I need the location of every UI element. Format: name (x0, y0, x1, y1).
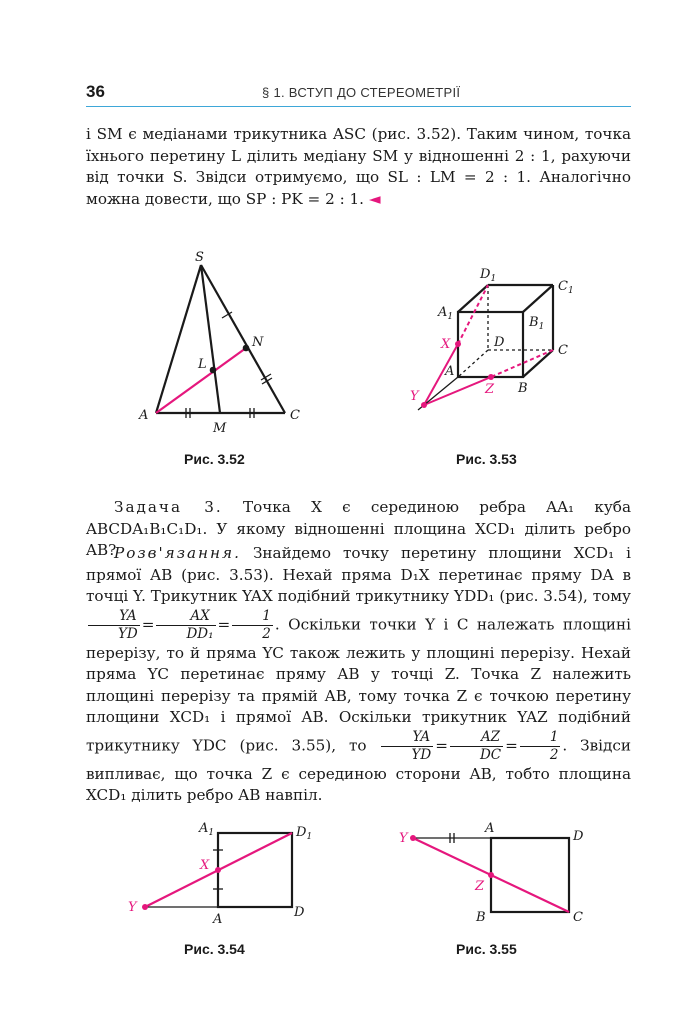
label-a: A (139, 408, 149, 423)
fraction-one-half: $\frac{1}{2}$ (232, 608, 273, 643)
caption-3-53: Рис. 3.53 (456, 451, 517, 467)
caption-3-55: Рис. 3.55 (456, 941, 517, 957)
solution-label: Розв'язання. (114, 544, 241, 562)
label-z-355: Z (475, 879, 485, 894)
label-a1-354: $A_1$ (199, 821, 215, 838)
end-marker: ◄ (368, 189, 381, 208)
label-c: C (558, 343, 568, 358)
solution-paragraph: Розв'язання. Знайдемо точку перетину площини XCD₁ і прямої AB (рис. 3.53). Нехай пряма D₁X перетинає пряму DA в точці Y. Трикутник YAX подібний трикутнику YDD₁ (рис. 3.54), тому $\frac{YA}{YD}$ = $\frac{AX}{\text{DD₁}}$ = $\frac{1}{2}$ . Оскільки точки Y і C належать площині перерізу, то й пряма YC також лежить у площині перерізу. Нехай пряма YC перетинає пряму AB у точці Z. Точка Z належить площині перерізу та прямій AB, тому точка Z є точкою перетину площини XCD₁ і прямої AB. Оскільки трикутник YAZ подібний трикутнику YDC (рис. 3.55), то $\frac{YA}{YD}$ = $\frac{AZ}{DC}$ = $\frac{1}{2}$ . Звідси випливає, що точка Z є серединою сторони AB, тобто площина XCD₁ ділить ребро AB навпіл. (86, 544, 632, 804)
task-text: Точка X є серединою ребра AA₁ куба ABCDA₁B₁C₁D₁. У якому відношенні площина XCD₁ ділить ребро AB? (86, 498, 632, 559)
fraction-ya-yd: $\frac{YA}{YD}$ (88, 608, 140, 643)
label-c: C (290, 408, 300, 423)
label-z: Z (485, 382, 495, 397)
label-n: N (252, 335, 264, 350)
label-x: X (441, 337, 451, 352)
caption-3-52: Рис. 3.52 (184, 451, 245, 467)
fraction-ax-dd1: $\frac{AX}{\text{DD₁}}$ (156, 608, 215, 643)
solution-text-6: ною сторони AB, тобто площина XCD₁ ділить ребро AB навпіл. (86, 764, 631, 804)
solution-text-5: . Звідси випливає, що точка Z є середи (86, 736, 632, 783)
label-y-354: Y (128, 900, 137, 915)
label-c1: $C_1$ (558, 279, 574, 296)
label-m: M (213, 421, 227, 436)
label-b-355: B (476, 910, 486, 925)
label-b1: $B_1$ (529, 315, 545, 332)
fraction-ya-yd-2: $\frac{YA}{YD}$ (381, 729, 433, 764)
solution-text-2: . Оскільки точки Y і C належать площині перерізу, (86, 615, 631, 662)
fraction-one-half-2: $\frac{1}{2}$ (520, 729, 561, 764)
label-y-355: Y (399, 831, 408, 846)
fraction-az-dc: $\frac{AZ}{DC}$ (450, 729, 503, 764)
square-abcd (491, 838, 569, 912)
label-a1: $A_1$ (438, 305, 454, 322)
label-a: A (445, 364, 455, 379)
point-y-355 (410, 835, 416, 841)
label-s: S (195, 250, 204, 265)
label-x-354: X (200, 858, 210, 873)
label-l: L (198, 357, 207, 372)
label-a-355: A (485, 821, 495, 836)
intro-text: і SM є медіанами трикутника ASC (рис. 3.52). Таким чином, точка їхнього перетину L ділить медіану SM у відношенні 2 : 1, рахуючи від точки S. Звідси отримуємо, що SL : LM = 2 : 1. Аналогічно можна довести, що SP : PK = 2 : 1. (86, 125, 631, 208)
label-d1-354: $D_1$ (296, 825, 313, 842)
label-b: B (518, 381, 528, 396)
label-d-354: D (294, 905, 305, 920)
solution-text-3: то й пряма YC також лежить у площині перерізу. Нехай пряма YC перетинає пряму AB у точці Z. Точка Z належить площині перерізу та прямій AB, тому точка Z є точкою перетину площини XCD₁ і прямої AB. Оскільки трикутник YAZ подібний трикутнику YDC (86, 643, 632, 754)
label-y: Y (410, 389, 419, 404)
task-label: Задача 3. (114, 498, 223, 516)
solution-text-1: Знайдемо точку перетину площини XCD₁ і прямої AB (рис. 3.53). Нехай пряма D₁X перетинає пряму DA в точці Y. Трикутник YAX подібний трикутнику YDD₁ (рис. 3.54), тому (86, 544, 631, 605)
section-title: § 1. ВСТУП ДО СТЕРЕОМЕТРІЇ (262, 85, 461, 100)
label-d: D (494, 335, 505, 350)
label-a-354: A (213, 912, 223, 927)
label-d1: $D_1$ (480, 267, 497, 284)
caption-3-54: Рис. 3.54 (184, 941, 245, 957)
solution-text-4: (рис. 3.55), то (239, 736, 367, 754)
label-c-355: C (573, 910, 583, 925)
point-z-355 (488, 872, 494, 878)
label-d-355: D (573, 829, 584, 844)
page-number: 36 (86, 82, 105, 101)
